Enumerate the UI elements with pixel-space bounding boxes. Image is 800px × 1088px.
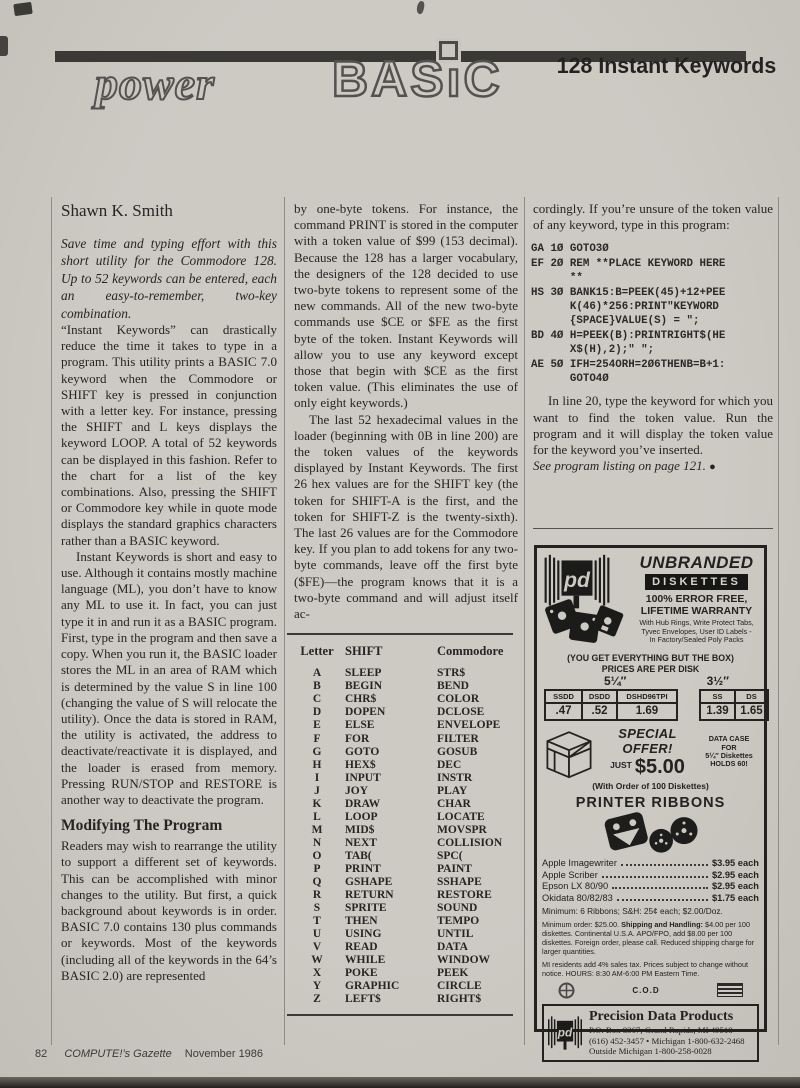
ad-size-labels: [542, 674, 759, 689]
keyword-shift: GOTO: [345, 745, 380, 758]
keyword-row: [289, 837, 513, 850]
article-title: 128 Instant Keywords: [556, 53, 776, 78]
keyword-letter: Q: [312, 876, 322, 889]
keyword-row: [289, 667, 513, 680]
body-paragraph: cordingly. If you’re unsure of the token value of any keyword, type in this program:: [533, 201, 773, 233]
keyword-row: [289, 772, 513, 785]
fine-print-p1: [542, 921, 759, 957]
dot-leader: [621, 864, 708, 866]
diskette-icons: [539, 598, 631, 648]
fine-print-bold: Shipping and Handling:: [621, 920, 703, 930]
page-footer: [35, 1048, 263, 1060]
keyword-row: [289, 993, 513, 1006]
pd-logo-icon: [548, 1009, 582, 1057]
keyword-letter: V: [312, 941, 322, 954]
keyword-letter: X: [312, 967, 322, 980]
code-line: **: [531, 272, 583, 285]
keyword-commodore: CIRCLE: [437, 980, 482, 993]
keyword-shift: MID$: [345, 823, 375, 836]
ad-feature-lines: [634, 619, 759, 645]
keyword-shift: JOY: [345, 784, 368, 797]
keyword-shift: CHR$: [345, 693, 377, 706]
price-value: .47: [555, 705, 572, 717]
column-rule: [778, 197, 779, 1045]
keyword-row: [289, 980, 513, 993]
keyword-shift: THEN: [345, 915, 378, 928]
keyword-commodore: RIGHT$: [437, 993, 482, 1006]
keyword-row: [289, 941, 513, 954]
fine-print-text: Minimum order: $25.00.: [542, 920, 622, 930]
column-rule: [284, 197, 285, 1045]
keyword-letter: H: [312, 758, 322, 771]
data-case-line: HOLDS 60!: [710, 759, 748, 769]
code-line: K(46)*256:PRINT"KEYWORD: [531, 301, 719, 314]
keyword-shift: PRINT: [345, 862, 381, 875]
keyword-commodore: LOCATE: [437, 810, 485, 823]
price-header: DSDD: [581, 691, 616, 704]
price-value: 1.65: [734, 704, 767, 719]
ad-warranty-line1: 100% ERROR FREE,: [645, 593, 748, 605]
keyword-shift: NEXT: [345, 836, 377, 849]
keyword-letter: S: [313, 902, 321, 915]
keyword-letter: O: [312, 849, 322, 862]
svg-text:pd: pd: [564, 569, 590, 593]
keyword-row: [289, 928, 513, 941]
keyword-shift: HEX$: [345, 758, 376, 771]
body-paragraph: In line 20, type the keyword for which you want to find the token value. Run the program and it will display the token value for the keyword you’ve inserted.: [533, 393, 773, 458]
company-info: [589, 1009, 745, 1056]
keyword-commodore: PEEK: [437, 967, 469, 980]
dot-leader: [602, 876, 708, 878]
company-name: Precision Data Products: [589, 1009, 734, 1025]
keyword-letter: T: [313, 915, 321, 928]
keyword-letter: J: [314, 784, 320, 797]
code-line: X$(H),2);" ";: [531, 344, 655, 357]
keyword-shift: LOOP: [345, 810, 378, 823]
keyword-row: [289, 785, 513, 798]
body-paragraph: “Instant Keywords” can drastically reduce the time it takes to type in a program. This utility prints a BASIC 7.0 keyword when the Commodore or SHIFT key is pressed in conjunction with a letter key. For instance, pressing the SHIFT and L keys displays the keyword LOOP. A total of 52 keywords can be displayed in this fashion. Refer to the chart for a list of the key combinations. Also, pressing the SHIFT or Commodore key while in quote mode displays the standard graphics characters rather than a BASIC keyword.: [61, 322, 277, 548]
ribbon-price-row: [542, 870, 759, 882]
keyword-row: [289, 850, 513, 863]
fine-print-text: $4.00 per 100 diskettes. Continental U.S.A. APO/FPO, add $8.00 per 100 diskettes. Foreign order, please call. Reduced shipping charge for larger quantities.: [542, 920, 755, 957]
keyword-row: [289, 915, 513, 928]
keyword-shift: TAB(: [345, 849, 372, 862]
payment-card-icon: [717, 983, 743, 997]
keyword-commodore: COLLISION: [437, 836, 503, 849]
keyword-shift: USING: [345, 928, 382, 941]
ad-logo-area: [542, 552, 634, 651]
keyword-table: [287, 633, 513, 1015]
offer-price: $5.00: [634, 756, 685, 778]
code-line: BD 4Ø H=PEEK(B):PRINTRIGHT$(HE: [531, 329, 726, 342]
ad-you-get-line2: PRICES ARE PER DISK: [601, 663, 700, 674]
magazine-name: COMPUTE!’s Gazette: [64, 1048, 172, 1060]
body-paragraph: Readers may wish to rearrange the utility to support a different set of keywords. This can be accomplished with minor changes to the utility. But first, a quick background about keywords is in order. BASIC 7.0 contains 130 plus commands or keywords. Most of the keywords (including all of the keywords in the 64’s BASIC 2.0) are represented: [61, 838, 277, 983]
keyword-row: [289, 863, 513, 876]
data-case-line: 5¼″ Diskettes: [705, 751, 753, 760]
ad-fine-print: [542, 921, 759, 978]
section-subhead: Modifying The Program: [61, 817, 223, 835]
keyword-commodore: TEMPO: [437, 915, 480, 928]
offer-just-label: JUST: [610, 760, 632, 770]
data-case-icon: [542, 726, 596, 778]
keyword-row: [289, 954, 513, 967]
keyword-shift: POKE: [345, 967, 378, 980]
keyword-row: [289, 693, 513, 706]
ad-warranty-line2: LIFETIME WARRANTY: [640, 605, 753, 617]
code-line: AE 5Ø IFH=254ORH=2Ø6THENB=B+1:: [531, 358, 726, 371]
ribbon-price: $3.95 each: [711, 858, 759, 868]
column-rule: [524, 197, 525, 1045]
diskette-advertisement: [534, 545, 767, 1057]
col-header-shift: SHIFT: [345, 644, 383, 659]
keyword-shift: GSHAPE: [345, 876, 393, 889]
keyword-shift: GRAPHIC: [345, 980, 400, 993]
keyword-commodore: PAINT: [437, 862, 472, 875]
keyword-row: [289, 889, 513, 902]
ribbon-price-row: [542, 858, 759, 870]
code-line: EF 2Ø REM **PLACE KEYWORD HERE: [531, 257, 726, 270]
horizontal-rule: [533, 528, 773, 529]
data-case-description: [699, 735, 759, 769]
keyword-letter: I: [314, 771, 320, 784]
keyword-commodore: DEC: [437, 758, 462, 771]
price-header: SSDD: [546, 691, 581, 704]
keyword-letter: A: [312, 667, 322, 680]
ribbon-price: $2.95 each: [711, 869, 759, 880]
power-basic-logo-basic: BASıC: [332, 51, 503, 107]
article-deck: Save time and typing effort with this short utility for the Commodore 128. Up to 52 keywords can be entered, each an easy-to-remember, two-key combination.: [61, 236, 277, 321]
body-paragraph: The last 52 hexadecimal values in the loader (beginning with 0B in line 200) are the token values of the keywords displayed by Instant Keywords. The first 26 hex values are for the SHIFT key (the token for SHIFT-A is the first, and the token for SHIFT-Z is the twenty-sixth). The last 26 values are for the Commodore key. If you plan to add tokens for any two-byte commands, leave off the first byte ($FE)—the program knows that it is a two-byte command and will adjust itself ac-: [294, 411, 518, 622]
keyword-row: [289, 967, 513, 980]
keyword-commodore: INSTR: [437, 771, 473, 784]
keyword-commodore: CHAR: [437, 797, 471, 810]
keyword-shift: FOR: [345, 732, 370, 745]
keyword-letter: C: [312, 693, 322, 706]
keyword-commodore: STR$: [437, 667, 466, 680]
end-of-article-mark: ●: [709, 461, 716, 474]
code-line: GA 1Ø GOTO3Ø: [531, 243, 609, 256]
binding-mark: [13, 2, 32, 16]
offer-condition: (With Order of 100 Diskettes): [592, 781, 709, 791]
keyword-row: [289, 746, 513, 759]
byline: Shawn K. Smith: [61, 201, 173, 220]
data-case-line: FOR: [721, 742, 737, 752]
offer-text-block: [596, 726, 699, 778]
price-table-5-25: [544, 689, 678, 721]
page-bottom-edge: [0, 1077, 800, 1088]
ribbon-item: Apple Imagewriter: [542, 858, 617, 868]
ad-brand: UNBRANDED: [639, 553, 754, 572]
ribbon-price: $1.75 each: [711, 892, 759, 903]
column-2: [294, 201, 518, 1043]
ad-price-tables: [542, 689, 763, 721]
ribbon-price-row: [542, 893, 759, 905]
keyword-row: [289, 680, 513, 693]
keyword-row: [289, 706, 513, 719]
keyword-commodore: PLAY: [437, 784, 468, 797]
keyword-letter: P: [313, 862, 321, 875]
column-3: [533, 201, 773, 531]
code-line: {SPACE}VALUE(S) = ";: [531, 315, 700, 328]
keyword-letter: F: [313, 732, 321, 745]
dot-leader: [617, 899, 708, 901]
size-5-25-label: 5¼″: [604, 674, 627, 688]
cod-label: C.O.D: [632, 985, 660, 995]
payment-row: [542, 979, 759, 1001]
keyword-commodore: COLOR: [437, 693, 480, 706]
keyword-letter: K: [312, 797, 322, 810]
price-header: DS: [734, 691, 767, 704]
keyword-letter: U: [312, 928, 322, 941]
keyword-row: [289, 759, 513, 772]
keyword-shift: SPRITE: [345, 902, 387, 915]
listing-note: [533, 458, 773, 475]
listing-note-text: See program listing on page 121.: [533, 458, 706, 474]
keyword-shift: INPUT: [345, 771, 381, 784]
col-header-letter: Letter: [300, 644, 334, 659]
keyword-commodore: WINDOW: [437, 954, 491, 967]
ribbon-minimum-line: Minimum: 6 Ribbons; S&H: 25¢ each; $2.00/Doz.: [542, 906, 723, 917]
keyword-commodore: GOSUB: [437, 745, 478, 758]
size-3-5-label: 3½″: [706, 674, 729, 688]
col-header-commodore: Commodore: [437, 644, 504, 659]
printer-ribbon-icon: [542, 812, 759, 858]
binding-mark: [0, 36, 8, 56]
ribbon-price-row: [542, 881, 759, 893]
keyword-row: [289, 719, 513, 732]
ad-you-get-block: [542, 653, 759, 674]
price-value: .52: [581, 704, 616, 719]
ribbon-price-list: [542, 858, 759, 904]
keyword-letter: E: [313, 719, 321, 732]
keyword-row: [289, 876, 513, 889]
keyword-row: [289, 824, 513, 837]
keyword-commodore: BEND: [437, 680, 469, 693]
keyword-table-rows: [289, 667, 513, 1006]
body-paragraph: Instant Keywords is short and easy to use. Although it contains mostly machine language (ML), you don’t have to know any ML to use it. In fact, you can just type it in and run it as a BASIC program. First, type in the program and then save a copy. When you run it, the BASIC loader stores the ML in an area of RAM which is determined by the value S in line 100 (changing the value of S will relocate the utility). Once the data is stored in RAM, the utility is activated, the address to deactivate/reactivate it is displayed, and the loader is erased from memory. Pressing RUN/STOP and RESTORE is another way to deactivate the program.: [61, 548, 277, 807]
keyword-row: [289, 902, 513, 915]
price-table-3-5: [699, 689, 769, 721]
keyword-letter: Z: [313, 993, 321, 1006]
ad-top-section: [542, 552, 759, 651]
body-paragraph: by one-byte tokens. For instance, the command PRINT is stored in the computer with a token value of $99 (153 decimal). Because the 128 has a larger vocabulary, the designers of the 128 decided to use two-byte tokens to represent some of the new commands. All of the new two-byte commands use $CE or $FE as the first byte of the token. Instant Keywords will allow you to use any keyword except those that begin with $CE as the first token value. (This eliminates the use of only eight keywords.): [294, 201, 518, 411]
code-line: HS 3Ø BANK15:B=PEEK(45)+12+PEE: [531, 286, 726, 299]
keyword-shift: SLEEP: [345, 667, 382, 680]
code-line: GOTO4Ø: [531, 373, 609, 386]
keyword-shift: READ: [345, 941, 378, 954]
keyword-shift: BEGIN: [345, 680, 383, 693]
keyword-commodore: MOVSPR: [437, 823, 487, 836]
keyword-commodore: DATA: [437, 941, 468, 954]
company-phone-line: (616) 452-3457 • Michigan 1-800-632-2468: [589, 1035, 745, 1046]
fine-print-p2: MI residents add 4% sales tax. Prices subject to change without notice. HOURS: 8:30 AM-6:00 PM Eastern Time.: [542, 960, 749, 978]
data-case-line: DATA CASE: [708, 734, 750, 744]
price-value: 1.39: [706, 705, 729, 717]
keyword-commodore: SPC(: [437, 849, 463, 862]
keyword-shift: ELSE: [345, 719, 375, 732]
keyword-row: [289, 798, 513, 811]
keyword-commodore: RESTORE: [437, 889, 492, 902]
keyword-letter: M: [311, 823, 323, 836]
keyword-letter: L: [313, 810, 321, 823]
ad-you-get-line1: (YOU GET EVERYTHING BUT THE BOX): [567, 653, 734, 663]
keyword-commodore: ENVELOPE: [437, 719, 501, 732]
ad-feature-line: Tyvec Envelopes, User ID Labels -: [641, 626, 752, 636]
company-address-line: P.O. Box 8367, Grand Rapids, MI 49518: [589, 1025, 733, 1036]
ribbon-item: Epson LX 80/90: [542, 881, 609, 892]
keyword-commodore: FILTER: [437, 732, 479, 745]
power-basic-logo-power: power: [95, 58, 215, 109]
ad-feature-line: With Hub Rings, Write Protect Tabs,: [639, 618, 754, 627]
keyword-table-header: [289, 644, 513, 658]
keyword-letter: W: [311, 954, 323, 967]
column-rule: [51, 197, 52, 1045]
keyword-row: [289, 733, 513, 746]
price-header: SS: [701, 691, 734, 704]
price-header: DSHD96TPI: [616, 691, 676, 704]
special-offer-title: SPECIAL OFFER!: [618, 726, 677, 756]
company-box: [542, 1004, 759, 1062]
keyword-commodore: SSHAPE: [437, 876, 482, 889]
keyword-letter: B: [313, 680, 321, 693]
ad-product-banner: DISKETTES: [645, 574, 748, 590]
printer-ribbons-heading: PRINTER RIBBONS: [575, 795, 726, 811]
keyword-commodore: SOUND: [437, 902, 478, 915]
keyword-shift: RETURN: [345, 889, 394, 902]
ad-feature-line: In Factory/Sealed Poly Packs: [649, 635, 744, 645]
scan-speck: [416, 0, 426, 14]
keyword-shift: DOPEN: [345, 706, 386, 719]
ad-special-offer: [542, 724, 759, 780]
keyword-letter: N: [312, 836, 322, 849]
page-number: 82: [35, 1048, 48, 1060]
keyword-letter: R: [312, 889, 322, 902]
keyword-row: [289, 811, 513, 824]
keyword-letter: D: [312, 706, 322, 719]
keyword-commodore: UNTIL: [437, 928, 474, 941]
issue-date: November 1986: [184, 1048, 264, 1060]
ad-headline-block: [634, 552, 759, 651]
keyword-commodore: DCLOSE: [437, 706, 485, 719]
ribbon-price: $2.95 each: [711, 881, 759, 892]
svg-text:pd: pd: [557, 1025, 573, 1040]
payment-circle-icon: [558, 982, 575, 999]
keyword-letter: G: [312, 745, 322, 758]
keyword-shift: LEFT$: [345, 993, 381, 1006]
ribbon-item: Apple Scriber: [542, 869, 598, 880]
column-1: [61, 201, 277, 1043]
price-value: 1.69: [616, 704, 676, 719]
dot-leader: [612, 887, 708, 889]
company-phone-line: Outside Michigan 1-800-258-0028: [589, 1046, 712, 1057]
ribbon-item: Okidata 80/82/83: [542, 892, 613, 903]
keyword-letter: Y: [312, 980, 322, 993]
keyword-shift: WHILE: [345, 954, 386, 967]
keyword-shift: DRAW: [345, 797, 381, 810]
program-listing: [531, 242, 773, 386]
